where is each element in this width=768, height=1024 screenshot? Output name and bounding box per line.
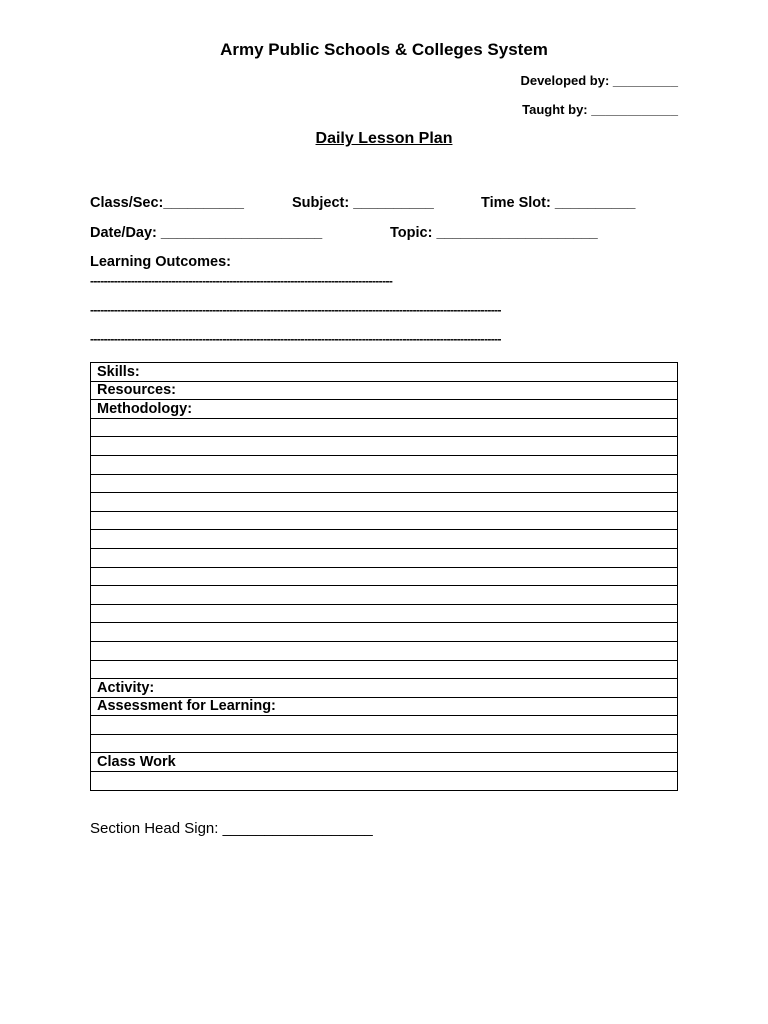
lesson-plan-heading: Daily Lesson Plan xyxy=(315,130,453,147)
document-title: Army Public Schools & Colleges System xyxy=(220,40,548,59)
table-row xyxy=(91,716,678,735)
table-row xyxy=(91,511,678,530)
table-row-blank xyxy=(91,660,678,679)
lesson-plan-table xyxy=(90,362,678,791)
table-row xyxy=(91,418,678,437)
table-row-blank xyxy=(91,772,678,791)
table-row-label: Resources: xyxy=(91,381,678,400)
table-row xyxy=(91,548,678,567)
table-row-blank xyxy=(91,493,678,512)
table-row xyxy=(91,474,678,493)
table-row xyxy=(91,660,678,679)
taught-by-field: Taught by: ____________ xyxy=(522,102,678,117)
learning-outcomes-label: Learning Outcomes: xyxy=(90,254,231,270)
table-row xyxy=(91,697,678,716)
table-row-label: Assessment for Learning: xyxy=(91,697,678,716)
table-row-label: Skills: xyxy=(91,363,678,382)
table-row xyxy=(91,400,678,419)
table-row-blank xyxy=(91,641,678,660)
table-row xyxy=(91,623,678,642)
table-row-label: Methodology: xyxy=(91,400,678,419)
table-row xyxy=(91,679,678,698)
table-row xyxy=(91,363,678,382)
table-row xyxy=(91,381,678,400)
table-row xyxy=(91,530,678,549)
section-head-sign: Section Head Sign: __________________ xyxy=(90,820,373,837)
table-row-label: Class Work xyxy=(91,753,678,772)
table-row-blank xyxy=(91,511,678,530)
table-row-blank xyxy=(91,586,678,605)
table-row-blank xyxy=(91,716,678,735)
table-row xyxy=(91,772,678,791)
table-row-blank xyxy=(91,437,678,456)
subject-field: Subject: __________ xyxy=(292,195,434,211)
table-row xyxy=(91,734,678,753)
table-row xyxy=(91,493,678,512)
table-row xyxy=(91,567,678,586)
time-slot-field: Time Slot: __________ xyxy=(481,195,636,211)
table-row xyxy=(91,604,678,623)
date-day-field: Date/Day: ____________________ xyxy=(90,225,323,241)
table-row xyxy=(91,641,678,660)
outcome-dashed-line-1: ----------------------------------------------------------------------------------------- xyxy=(90,274,393,288)
table-row-label: Activity: xyxy=(91,679,678,698)
table-row-blank xyxy=(91,418,678,437)
table-row xyxy=(91,437,678,456)
table-row-blank xyxy=(91,567,678,586)
table-row xyxy=(91,455,678,474)
table-row-blank xyxy=(91,474,678,493)
topic-field: Topic: ____________________ xyxy=(390,225,598,241)
table-row xyxy=(91,753,678,772)
outcome-dashed-line-3: ------------------------------------------------------------------------------------------------------------------------- xyxy=(90,332,501,346)
class-sec-field: Class/Sec:__________ xyxy=(90,195,244,211)
table-row-blank xyxy=(91,734,678,753)
table-row-blank xyxy=(91,455,678,474)
table-row xyxy=(91,586,678,605)
developed-by-field: Developed by: _________ xyxy=(520,73,678,88)
table-row-blank xyxy=(91,623,678,642)
outcome-dashed-line-2: ------------------------------------------------------------------------------------------------------------------------- xyxy=(90,303,501,317)
table-row-blank xyxy=(91,604,678,623)
table-row-blank xyxy=(91,530,678,549)
table-row-blank xyxy=(91,548,678,567)
